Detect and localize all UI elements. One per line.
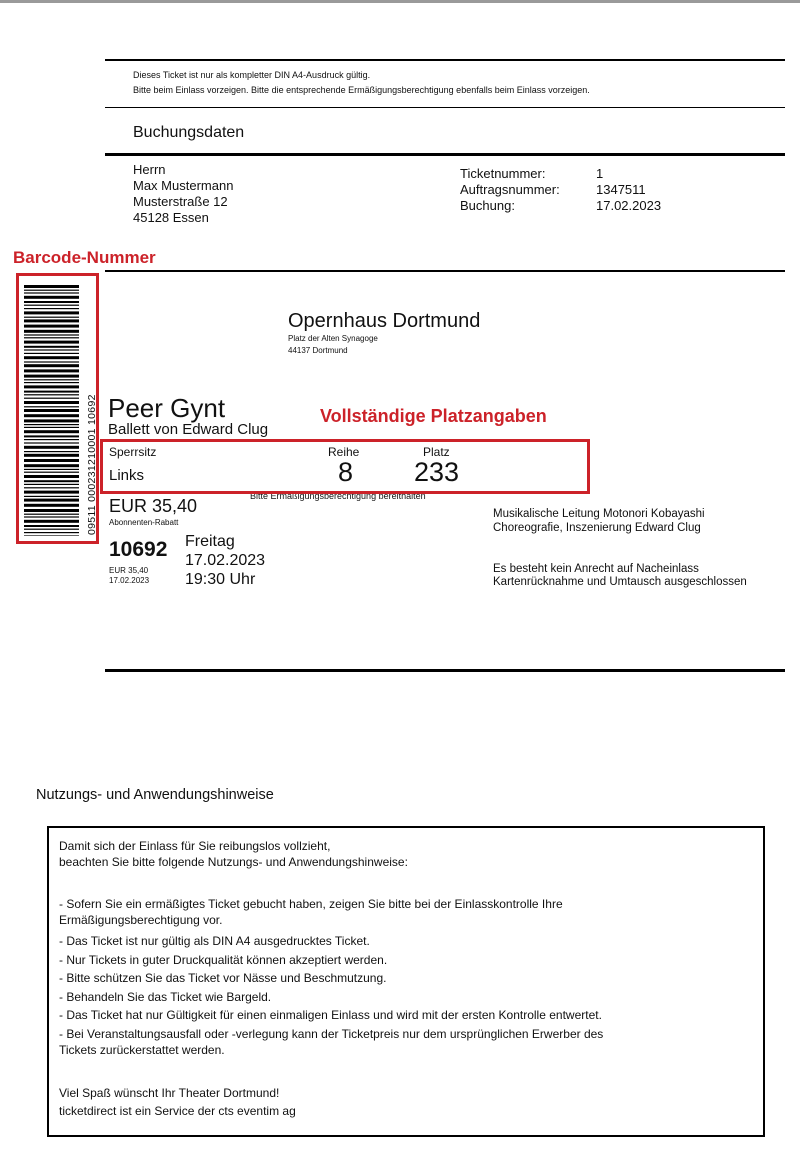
barcode-bar (24, 290, 79, 291)
barcode-bar (24, 398, 79, 399)
barcode-bar (24, 464, 79, 467)
barcode-bar (24, 424, 79, 425)
barcode-bar (24, 435, 79, 437)
usage-line: Ermäßigungsberechtigung vor. (59, 913, 223, 927)
price: EUR 35,40 (109, 496, 198, 516)
barcode-bar (24, 451, 79, 452)
usage-line: Damit sich der Einlass für Sie reibungslos vollzieht, (59, 839, 331, 853)
page-top-border (0, 0, 800, 3)
barcode-bar (24, 499, 79, 502)
barcode-bar (24, 472, 79, 473)
usage-heading: Nutzungs- und Anwendungshinweise (36, 787, 274, 803)
seat-highlight-box (100, 439, 590, 494)
discount-note: Bitte Ermäßigungsberechtigung bereithalten (250, 491, 426, 501)
event-code: 10692 (109, 538, 168, 561)
barcode-bar (24, 382, 79, 383)
customer-salutation: Herrn (133, 162, 166, 177)
customer-street: Musterstraße 12 (133, 194, 228, 209)
barcode-bar (24, 330, 79, 333)
barcode-bar (24, 406, 79, 407)
barcode-bar (24, 346, 79, 348)
ticket-notice-line2: Bitte beim Einlass vorzeigen. Bitte die entsprechende Ermäßigungsberechtigung ebenfalls beim Einlass vorzeigen. (133, 85, 590, 95)
barcode-bar (24, 529, 79, 530)
booking-heading: Buchungsdaten (133, 124, 245, 141)
event-date: 17.02.2023 (185, 552, 266, 569)
usage-notice-box (47, 826, 765, 1137)
barcode-bar (24, 446, 79, 449)
customer-city: 45128 Essen (133, 210, 209, 225)
barcode-bar (24, 325, 79, 328)
divider-event (105, 270, 785, 272)
barcode-bar (24, 439, 79, 440)
barcode-bar (24, 394, 79, 395)
terms-line1: Es besteht kein Anrecht auf Nacheinlass (493, 563, 699, 575)
barcode-bar (24, 391, 79, 393)
barcode-bar (24, 427, 79, 428)
barcode-bar (24, 496, 79, 497)
divider-booking (105, 153, 785, 156)
barcode-bar (24, 334, 79, 335)
barcode-bar (24, 459, 79, 462)
credits-line1: Musikalische Leitung Motonori Kobayashi (493, 508, 705, 520)
barcode-bar (24, 475, 79, 478)
row-label: Reihe (328, 445, 360, 459)
barcode-bar (24, 409, 79, 412)
price-type: Abonnenten-Rabatt (109, 518, 179, 527)
order-number-value: 1347511 (596, 182, 646, 197)
barcode-bars (24, 285, 79, 536)
barcode (24, 285, 79, 536)
event-subtitle: Ballett von Edward Clug (108, 421, 269, 438)
usage-line: beachten Sie bitte folgende Nutzungs- und Anwendungshinweise: (59, 855, 408, 869)
barcode-bar (24, 509, 79, 512)
barcode-annotation-label: Barcode-Nummer (13, 248, 156, 267)
barcode-bar (24, 364, 79, 367)
usage-line: - Das Ticket ist nur gültig als DIN A4 ausgedrucktes Ticket. (59, 934, 370, 948)
divider-notice (105, 107, 785, 108)
barcode-bar (24, 514, 79, 515)
row-value: 8 (338, 457, 354, 487)
barcode-bar (24, 454, 79, 457)
barcode-bar (24, 520, 79, 523)
barcode-bar (24, 430, 79, 433)
barcode-bar (24, 414, 79, 417)
seat-value: 233 (414, 457, 460, 487)
barcode-bar (24, 317, 79, 318)
usage-line: ticketdirect ist ein Service der cts eventim ag (59, 1104, 296, 1118)
event-weekday: Freitag (185, 533, 235, 550)
barcode-bar (24, 319, 79, 322)
barcode-bar (24, 353, 79, 354)
barcode-bar (24, 484, 79, 485)
usage-line: Tickets zurückerstattet werden. (59, 1043, 225, 1057)
usage-line: - Bitte schützen Sie das Ticket vor Nässe und Beschmutzung. (59, 971, 387, 985)
booking-date-value: 17.02.2023 (596, 198, 662, 213)
event-title: Peer Gynt (108, 393, 226, 423)
seat-annotation-label: Vollständige Platzangaben (320, 406, 547, 426)
barcode-bar (24, 311, 79, 314)
barcode-bar (24, 369, 79, 372)
divider-top (105, 59, 785, 61)
event-time: 19:30 Uhr (185, 571, 256, 588)
barcode-bar (24, 525, 79, 527)
seat-label: Platz (423, 445, 450, 459)
barcode-number: 09511 000231210001 10692 (86, 394, 98, 535)
barcode-bar (24, 419, 79, 422)
customer-name: Max Mustermann (133, 178, 234, 193)
ticket-number-label: Ticketnummer: (460, 166, 546, 181)
usage-line: - Behandeln Sie das Ticket wie Bargeld. (59, 990, 272, 1004)
small-date: 17.02.2023 (109, 576, 150, 585)
usage-line: Viel Spaß wünscht Ihr Theater Dortmund! (59, 1086, 280, 1100)
venue-name: Opernhaus Dortmund (288, 310, 481, 332)
credits-line2: Choreografie, Inszenierung Edward Clug (493, 522, 701, 534)
barcode-bar (24, 375, 79, 378)
barcode-bar (24, 356, 79, 359)
barcode-bar (24, 469, 79, 470)
divider-bottom (105, 669, 785, 672)
ticket-number-value: 1 (596, 166, 604, 181)
barcode-bar (24, 532, 79, 533)
barcode-bar (24, 480, 79, 482)
barcode-bar (24, 487, 79, 488)
venue-address1: Platz der Alten Synagoge (288, 334, 378, 343)
barcode-bar (24, 308, 79, 309)
usage-line: - Bei Veranstaltungsausfall oder -verlegung kann der Ticketpreis nur dem ursprünglichen Erwerber des (59, 1027, 604, 1041)
barcode-bar (24, 385, 79, 388)
barcode-bar (24, 301, 79, 303)
usage-line: - Sofern Sie ein ermäßigtes Ticket gebucht haben, zeigen Sie bitte bei der Einlasskontrolle Ihre (59, 897, 563, 911)
venue-address2: 44137 Dortmund (288, 346, 348, 355)
barcode-bar (24, 516, 79, 517)
barcode-bar (24, 504, 79, 507)
barcode-bar (24, 296, 79, 299)
barcode-bar (24, 442, 79, 443)
barcode-bar (24, 379, 79, 380)
barcode-bar (24, 491, 79, 494)
small-price: EUR 35,40 (109, 566, 149, 575)
barcode-bar (24, 349, 79, 350)
barcode-bar (24, 337, 79, 338)
booking-date-label: Buchung: (460, 198, 515, 213)
terms-line2: Kartenrücknahme und Umtausch ausgeschlossen (493, 576, 747, 588)
usage-line: - Das Ticket hat nur Gültigkeit für einen einmaligen Einlass und wird mit der ersten Kontrolle entwertet. (59, 1008, 602, 1022)
barcode-bar (24, 285, 79, 288)
barcode-bar (24, 401, 79, 404)
order-number-label: Auftragsnummer: (460, 182, 560, 197)
barcode-bar (24, 341, 79, 344)
seat-side: Links (109, 467, 145, 484)
barcode-bar (24, 305, 79, 306)
usage-line: - Nur Tickets in guter Druckqualität können akzeptiert werden. (59, 953, 388, 967)
barcode-bar (24, 292, 79, 293)
barcode-bar (24, 535, 79, 536)
barcode-bar (24, 361, 79, 362)
seat-category: Sperrsitz (109, 445, 157, 459)
ticket-notice-line1: Dieses Ticket ist nur als kompletter DIN A4-Ausdruck gültig. (133, 70, 371, 80)
